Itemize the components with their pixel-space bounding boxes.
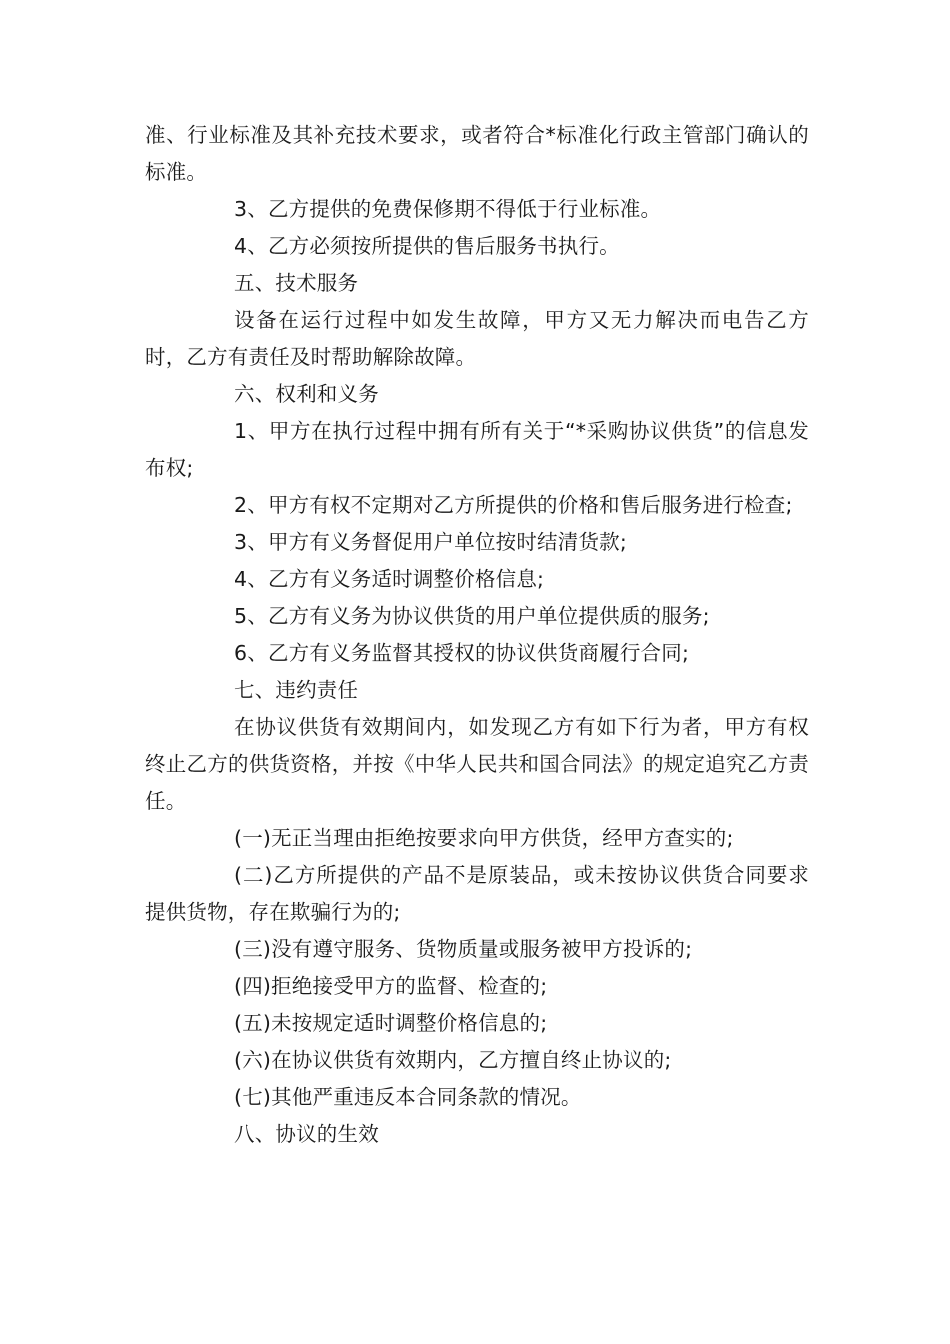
section-heading: 五、技术服务: [234, 271, 359, 295]
list-item: (三)没有遵守服务、货物质量或服务被甲方投诉的;: [234, 937, 693, 961]
paragraph: 4、乙方有义务适时调整价格信息;: [234, 567, 545, 591]
list-item: (五)未按规定适时调整价格信息的;: [234, 1011, 548, 1035]
list-item: (二)乙方所提供的产品不是原装品，或未按协议供货合同要求提供货物，存在欺骗行为的;: [145, 863, 809, 924]
section-heading: 七、违约责任: [234, 678, 359, 702]
paragraph: 5、乙方有义务为协议供货的用户单位提供质的服务;: [234, 604, 710, 628]
list-item: (六)在协议供货有效期内，乙方擅自终止协议的;: [234, 1048, 672, 1072]
paragraph: 在协议供货有效期间内，如发现乙方有如下行为者，甲方有权终止乙方的供货资格，并按《中华人民共和国合同法》的规定追究乙方责任。: [145, 715, 809, 813]
paragraph: 1、甲方在执行过程中拥有所有关于“*采购协议供货”的信息发布权;: [145, 419, 809, 480]
paragraph: 6、乙方有义务监督其授权的协议供货商履行合同;: [234, 641, 690, 665]
paragraph: 3、甲方有义务督促用户单位按时结清货款;: [234, 530, 627, 554]
paragraph: 4、乙方必须按所提供的售后服务书执行。: [234, 234, 620, 258]
paragraph: 设备在运行过程中如发生故障，甲方又无力解决而电告乙方时，乙方有责任及时帮助解除故障。: [145, 308, 809, 369]
section-heading: 六、权利和义务: [234, 382, 379, 406]
document-body: [145, 117, 809, 1153]
paragraph: 准、行业标准及其补充技术要求，或者符合*标准化行政主管部门确认的标准。: [145, 123, 809, 184]
paragraph: 2、甲方有权不定期对乙方所提供的价格和售后服务进行检查;: [234, 493, 793, 517]
list-item: (一)无正当理由拒绝按要求向甲方供货，经甲方查实的;: [234, 826, 734, 850]
list-item: (七)其他严重违反本合同条款的情况。: [234, 1085, 582, 1109]
paragraph: 3、乙方提供的免费保修期不得低于行业标准。: [234, 197, 662, 221]
list-item: (四)拒绝接受甲方的监督、检查的;: [234, 974, 548, 998]
section-heading: 八、协议的生效: [234, 1122, 379, 1146]
